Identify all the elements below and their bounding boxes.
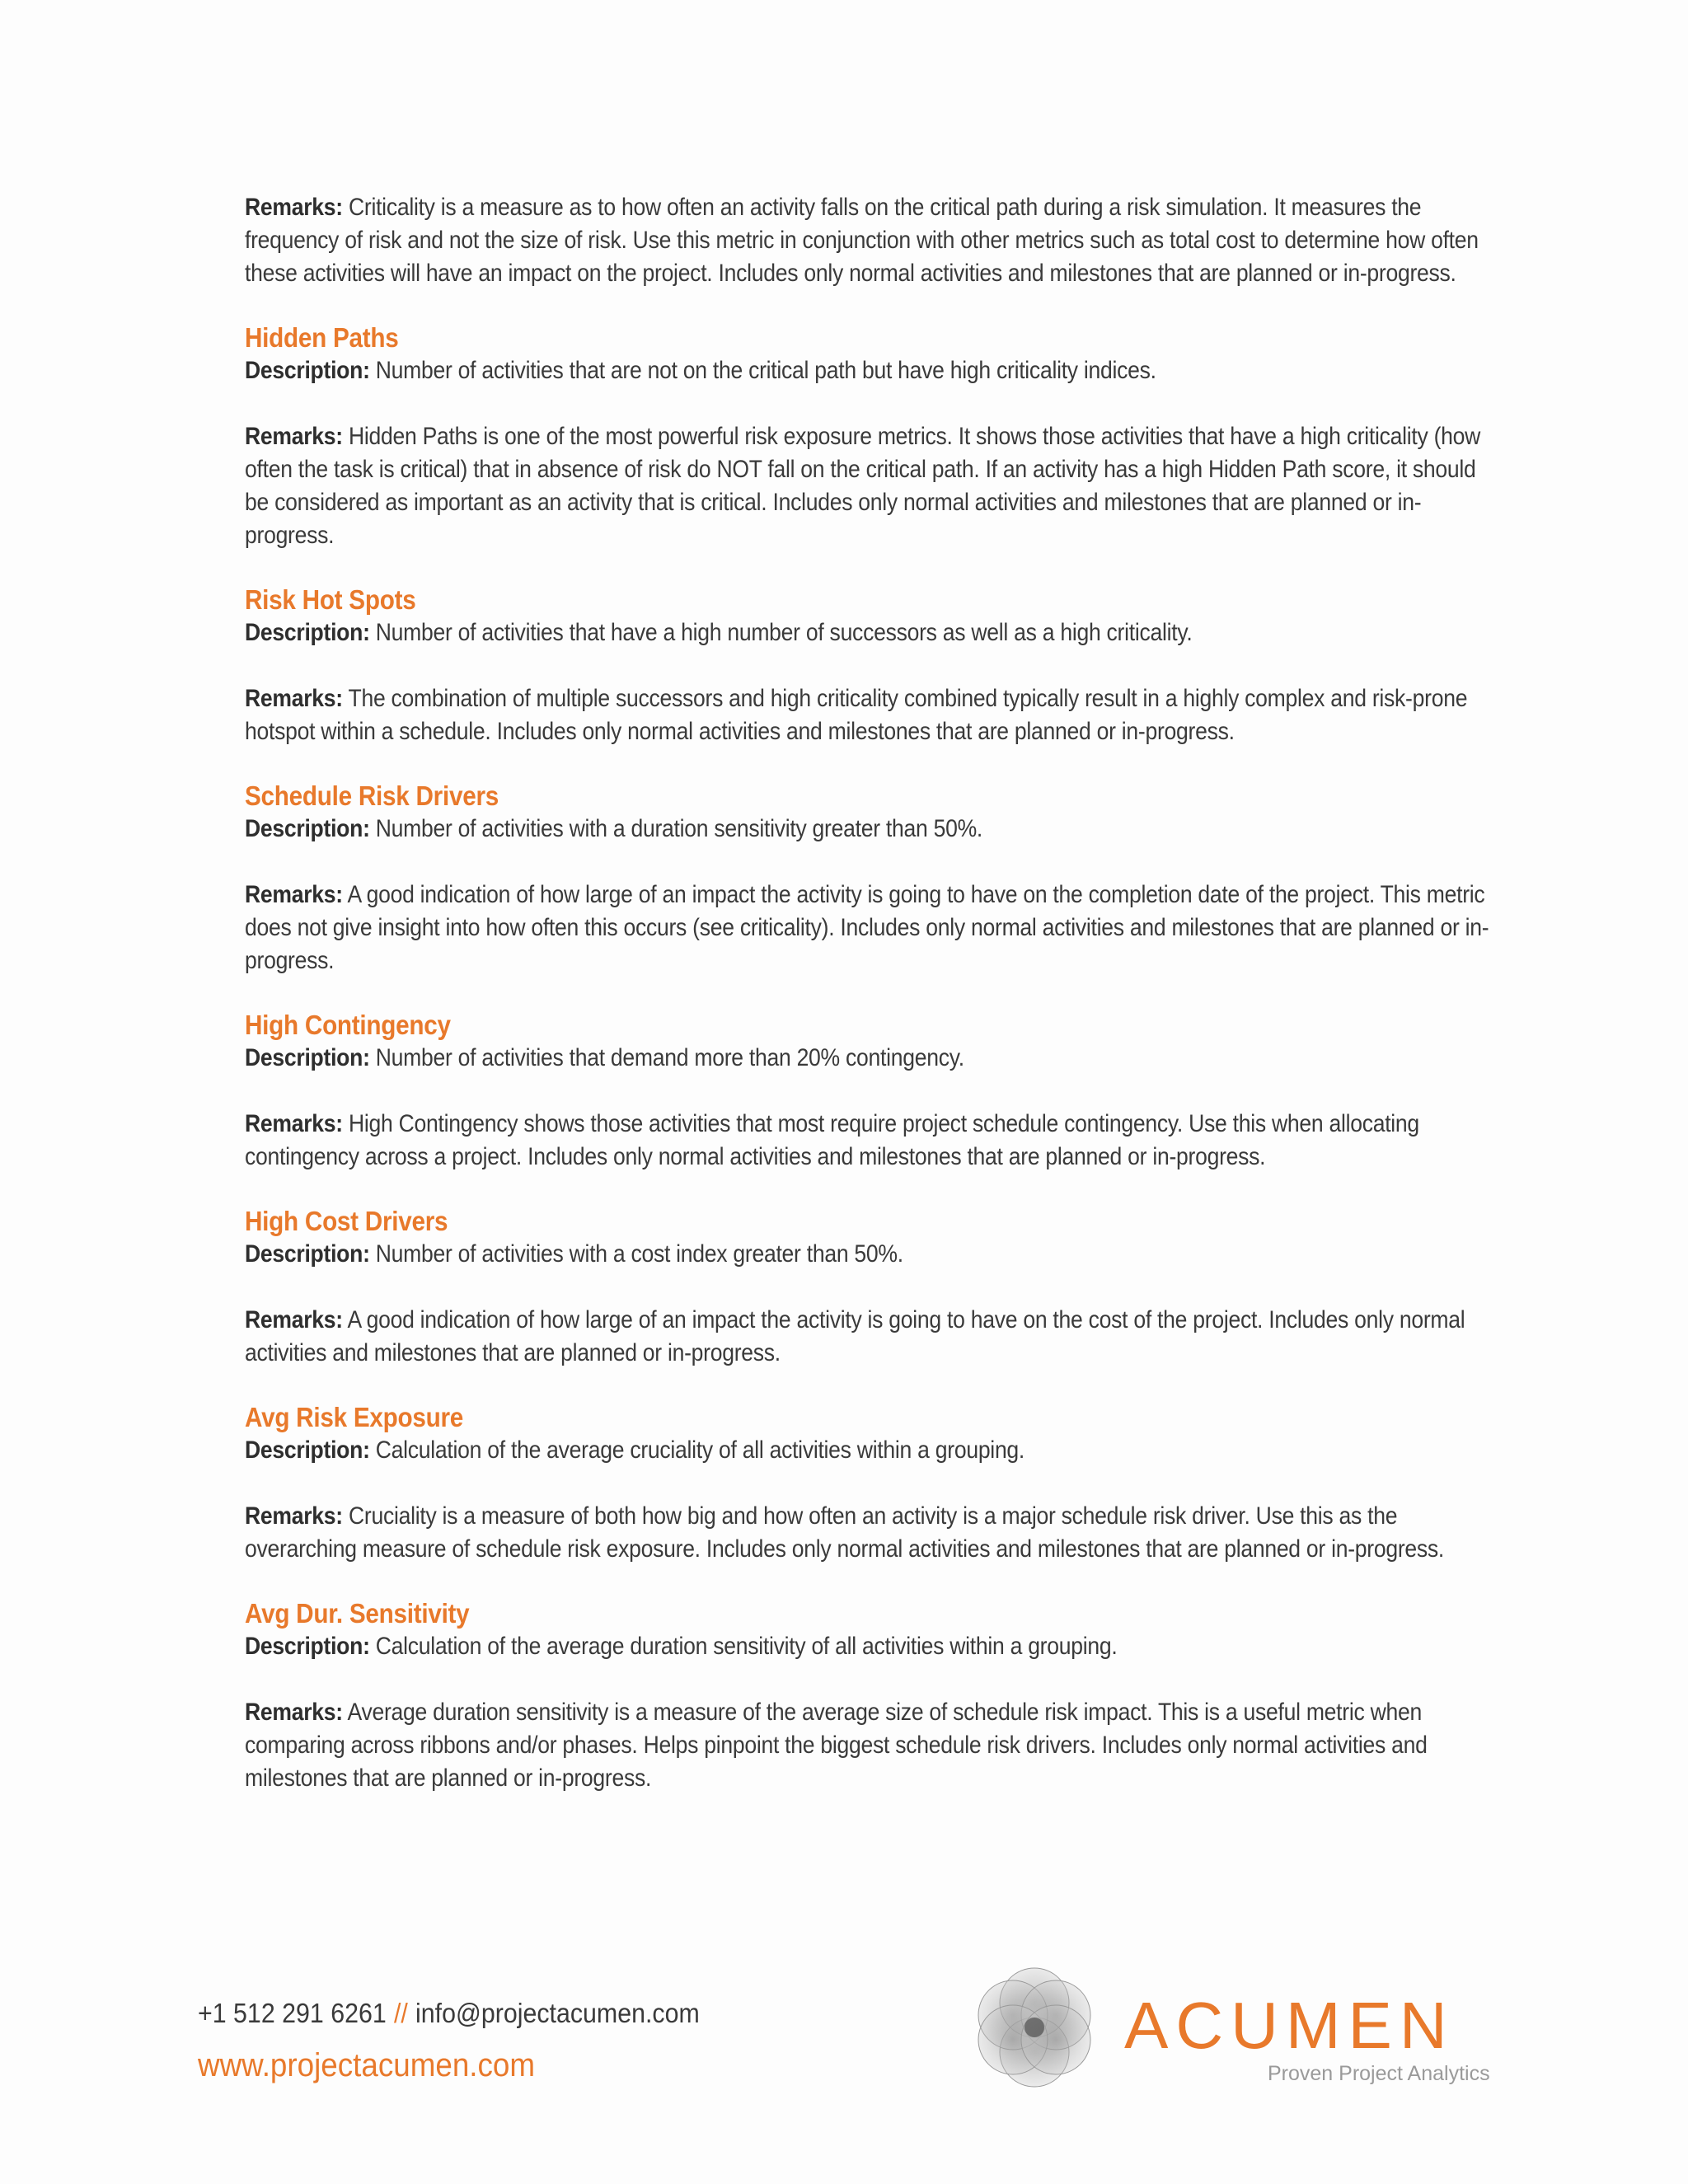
metric-section bbox=[245, 583, 1498, 748]
document-body bbox=[245, 191, 1498, 1795]
metric-section bbox=[245, 780, 1498, 977]
description-text: Calculation of the average cruciality of all activities within a grouping. bbox=[369, 1436, 1025, 1464]
brand-tagline: Proven Project Analytics bbox=[1268, 2062, 1490, 2085]
footer-contact bbox=[198, 1998, 700, 2029]
section-title: Risk Hot Spots bbox=[245, 584, 416, 615]
metric-section bbox=[245, 1597, 1498, 1795]
description-label: Description: bbox=[245, 1436, 370, 1464]
metric-section bbox=[245, 1401, 1498, 1566]
remarks-text: The combination of multiple successors and high criticality combined typically result in a highly complex and risk-prone hotspot within a schedule. Includes only normal activities and milestones that are planned or in-progress. bbox=[245, 685, 1468, 745]
remarks-label: Remarks: bbox=[245, 423, 343, 450]
description-text: Number of activities with a duration sensitivity greater than 50%. bbox=[369, 815, 983, 842]
description-text: Number of activities with a cost index greater than 50%. bbox=[369, 1240, 903, 1268]
remarks-text: Average duration sensitivity is a measure of the average size of schedule risk impact. This is a useful metric when comparing across ribbons and/or phases. Helps pinpoint the biggest schedule risk drivers. Includes only normal activities and milestones that are planned or in-progress. bbox=[245, 1699, 1428, 1792]
remarks-label: Remarks: bbox=[245, 1306, 343, 1333]
acumen-logo-icon bbox=[964, 1957, 1104, 2097]
remarks-label: Remarks: bbox=[245, 1699, 343, 1726]
section-remarks bbox=[245, 1500, 1498, 1566]
footer-email[interactable]: info@projectacumen.com bbox=[415, 1998, 700, 2028]
remarks-label: Remarks: bbox=[245, 1502, 343, 1530]
remarks-text: High Contingency shows those activities that most require project schedule contingency. Use this when allocating contingency across a project. Includes only normal activities and milestones that are planned or in-progress. bbox=[245, 1110, 1419, 1170]
remarks-text: Criticality is a measure as to how often an activity falls on the critical path during a risk simulation. It measures the frequency of risk and not the size of risk. Use this metric in conjunction with other metrics such as total cost to determine how often these activities will have an impact on the project. Includes only normal activities and milestones that are planned or in-progress. bbox=[245, 194, 1479, 287]
footer-separator: // bbox=[393, 1998, 408, 2028]
intro-remarks bbox=[245, 191, 1498, 290]
section-description bbox=[245, 813, 1498, 846]
description-text: Number of activities that are not on the critical path but have high criticality indices. bbox=[369, 357, 1156, 384]
metric-section bbox=[245, 321, 1498, 552]
section-description bbox=[245, 354, 1498, 387]
description-label: Description: bbox=[245, 357, 370, 384]
section-remarks bbox=[245, 1696, 1498, 1795]
remarks-text: A good indication of how large of an impact the activity is going to have on the cost of the project. Includes only normal activities and milestones that are planned or in-progress. bbox=[245, 1306, 1465, 1366]
section-description bbox=[245, 1630, 1498, 1663]
section-title: High Cost Drivers bbox=[245, 1206, 448, 1236]
section-title: Avg Dur. Sensitivity bbox=[245, 1598, 470, 1629]
remarks-text: Hidden Paths is one of the most powerful risk exposure metrics. It shows those activities that have a high criticality (how often the task is critical) that in absence of risk do NOT fall on the critical path. If an activity has a high Hidden Path score, it should be considered as important as an activity that is critical. Includes only normal activities and milestones that are planned or in-progress. bbox=[245, 423, 1481, 549]
section-remarks bbox=[245, 682, 1498, 748]
section-description bbox=[245, 1042, 1498, 1075]
brand-name: ACUMEN bbox=[1124, 1989, 1455, 2062]
description-label: Description: bbox=[245, 619, 370, 646]
remarks-label: Remarks: bbox=[245, 1110, 343, 1137]
remarks-text: Cruciality is a measure of both how big and how often an activity is a major schedule risk driver. Use this as the overarching measure of schedule risk exposure. Includes only normal activities and milestones that are planned or in-progress. bbox=[245, 1502, 1445, 1563]
remarks-text: A good indication of how large of an impact the activity is going to have on the completion date of the project. This metric does not give insight into how often this occurs (see criticality). Includes only normal activities and milestones that are planned or in-progress. bbox=[245, 881, 1489, 974]
section-description bbox=[245, 1434, 1498, 1467]
description-label: Description: bbox=[245, 1044, 370, 1071]
description-text: Number of activities that have a high number of successors as well as a high criticality. bbox=[369, 619, 1193, 646]
description-text: Number of activities that demand more than 20% contingency. bbox=[369, 1044, 964, 1071]
logo-circles bbox=[978, 1968, 1090, 2087]
description-label: Description: bbox=[245, 1633, 370, 1660]
section-remarks bbox=[245, 1108, 1498, 1174]
metric-sections bbox=[245, 321, 1498, 1795]
section-description bbox=[245, 1238, 1498, 1271]
section-title: High Contingency bbox=[245, 1010, 451, 1040]
metric-section bbox=[245, 1205, 1498, 1370]
description-text: Calculation of the average duration sensitivity of all activities within a grouping. bbox=[369, 1633, 1118, 1660]
description-label: Description: bbox=[245, 815, 370, 842]
section-description bbox=[245, 616, 1498, 649]
section-remarks bbox=[245, 1304, 1498, 1370]
section-title: Avg Risk Exposure bbox=[245, 1402, 464, 1432]
section-title: Schedule Risk Drivers bbox=[245, 780, 499, 811]
remarks-label: Remarks: bbox=[245, 685, 343, 712]
description-label: Description: bbox=[245, 1240, 370, 1268]
metric-section bbox=[245, 1009, 1498, 1174]
footer-website[interactable]: www.projectacumen.com bbox=[198, 2047, 536, 2083]
section-title: Hidden Paths bbox=[245, 322, 399, 353]
section-remarks bbox=[245, 879, 1498, 977]
footer-phone: +1 512 291 6261 bbox=[198, 1998, 387, 2028]
section-remarks bbox=[245, 420, 1498, 552]
remarks-label: Remarks: bbox=[245, 194, 343, 221]
remarks-label: Remarks: bbox=[245, 881, 343, 908]
